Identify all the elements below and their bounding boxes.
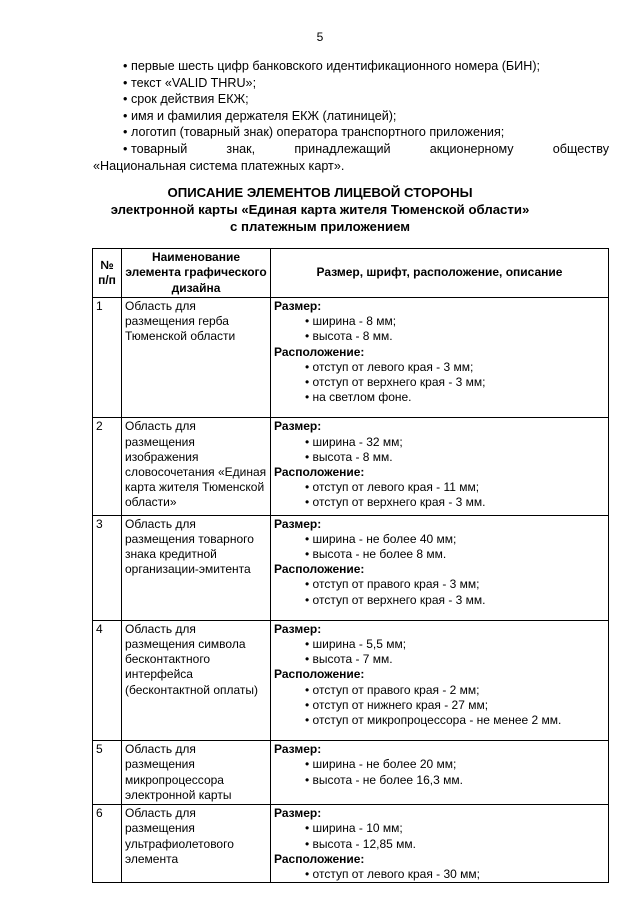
element-name: Область для размещения ультрафиолетового элемента xyxy=(122,805,271,883)
size-label: Размер: xyxy=(274,419,322,434)
bullet-item: • срок действия ЕКЖ; xyxy=(93,91,609,108)
position-item: • отступ от левого края - 11 мм; xyxy=(274,480,605,495)
position-item: • отступ от нижнего края - 27 мм; xyxy=(274,698,605,713)
element-name: Область для размещения микропроцессора электронной карты xyxy=(122,741,271,805)
row-number: 6 xyxy=(93,805,122,883)
position-item: • на светлом фоне. xyxy=(274,390,605,405)
heading-line: с платежным приложением xyxy=(229,218,410,234)
bullet-continuation: «Национальная система платежных карт». xyxy=(93,158,345,173)
word: знак, xyxy=(226,141,256,156)
bullet-item: • текст «VALID THRU»; xyxy=(93,75,609,92)
size-item: • ширина - 32 мм; xyxy=(274,435,605,450)
size-label: Размер: xyxy=(274,516,322,531)
bullet-list xyxy=(93,58,609,174)
word: принадлежащий xyxy=(294,141,391,156)
size-item: • высота - 7 мм. xyxy=(274,652,605,667)
table-row xyxy=(93,418,609,515)
size-item: • ширина - 10 мм; xyxy=(274,821,605,836)
bullet-item: • имя и фамилия держателя ЕКЖ (латиницей); xyxy=(93,108,609,125)
word: обществу xyxy=(552,141,609,156)
position-label: Расположение: xyxy=(274,465,365,480)
header-name: Наименование элемента графического дизайна xyxy=(122,249,271,298)
position-item: • отступ от правого края - 2 мм; xyxy=(274,683,605,698)
element-name: Область для размещения изображения словосочетания «Единая карта жителя Тюменской области» xyxy=(122,418,271,515)
row-number: 4 xyxy=(93,620,122,740)
size-item: • ширина - не более 20 мм; xyxy=(274,757,605,772)
table-row xyxy=(93,515,609,620)
element-description xyxy=(271,741,609,805)
element-description xyxy=(271,418,609,515)
size-label: Размер: xyxy=(274,299,322,313)
position-item: • отступ от левого края - 30 мм; xyxy=(274,867,605,882)
size-label: Размер: xyxy=(274,742,322,757)
position-item: • отступ от верхнего края - 3 мм. xyxy=(274,593,605,608)
size-item: • высота - 12,85 мм. xyxy=(274,837,605,852)
page-number: 5 xyxy=(316,30,324,44)
size-label: Размер: xyxy=(274,621,322,636)
header-num: № п/п xyxy=(93,249,122,298)
word: • товарный xyxy=(131,141,188,156)
position-label: Расположение: xyxy=(274,851,365,866)
position-label: Расположение: xyxy=(274,667,365,682)
element-description xyxy=(271,620,609,740)
size-item: • ширина - 8 мм; xyxy=(274,314,605,329)
position-label: Расположение: xyxy=(274,344,365,359)
header-desc: Размер, шрифт, расположение, описание xyxy=(271,249,609,298)
row-number: 5 xyxy=(93,741,122,805)
row-number: 1 xyxy=(93,298,122,418)
element-description xyxy=(271,515,609,620)
table-body xyxy=(93,298,609,883)
bullet-item-trademark xyxy=(93,141,609,158)
element-description xyxy=(271,298,609,418)
size-item: • высота - не более 16,3 мм. xyxy=(274,773,605,788)
bullet-item: • логотип (товарный знак) оператора транспортного приложения; xyxy=(93,124,609,141)
element-name: Область для размещения товарного знака кредитной организации-эмитента xyxy=(122,515,271,620)
table-header-row xyxy=(93,249,609,298)
size-item: • высота - 8 мм. xyxy=(274,450,605,465)
word: акционерному xyxy=(429,141,514,156)
table-row xyxy=(93,741,609,805)
position-item: • отступ от микропроцессора - не менее 2 мм. xyxy=(274,713,605,728)
element-name: Область для размещения символа бесконтактного интерфейса (бесконтактной оплаты) xyxy=(122,620,271,740)
position-item: • отступ от правого края - 3 мм; xyxy=(274,577,605,592)
position-item: • отступ от левого края - 3 мм; xyxy=(274,360,605,375)
element-name: Область для размещения герба Тюменской области xyxy=(122,298,271,418)
bullet-item: • первые шесть цифр банковского идентификационного номера (БИН); xyxy=(93,58,609,75)
size-label: Размер: xyxy=(274,806,322,821)
row-number: 2 xyxy=(93,418,122,515)
position-label: Расположение: xyxy=(274,562,365,577)
position-item: • отступ от верхнего края - 3 мм. xyxy=(274,495,605,510)
size-item: • ширина - не более 40 мм; xyxy=(274,532,605,547)
table-row xyxy=(93,298,609,418)
heading-line: ОПИСАНИЕ ЭЛЕМЕНТОВ ЛИЦЕВОЙ СТОРОНЫ xyxy=(167,185,473,200)
size-item: • высота - не более 8 мм. xyxy=(274,547,605,562)
size-item: • ширина - 5,5 мм; xyxy=(274,637,605,652)
table-row xyxy=(93,620,609,740)
table-row xyxy=(93,805,609,883)
section-heading xyxy=(0,185,640,235)
row-number: 3 xyxy=(93,515,122,620)
elements-table xyxy=(92,248,609,883)
position-item: • отступ от верхнего края - 3 мм; xyxy=(274,375,605,390)
size-item: • высота - 8 мм. xyxy=(274,329,605,344)
heading-line: электронной карты «Единая карта жителя Тюменской области» xyxy=(110,201,530,217)
element-description xyxy=(271,805,609,883)
